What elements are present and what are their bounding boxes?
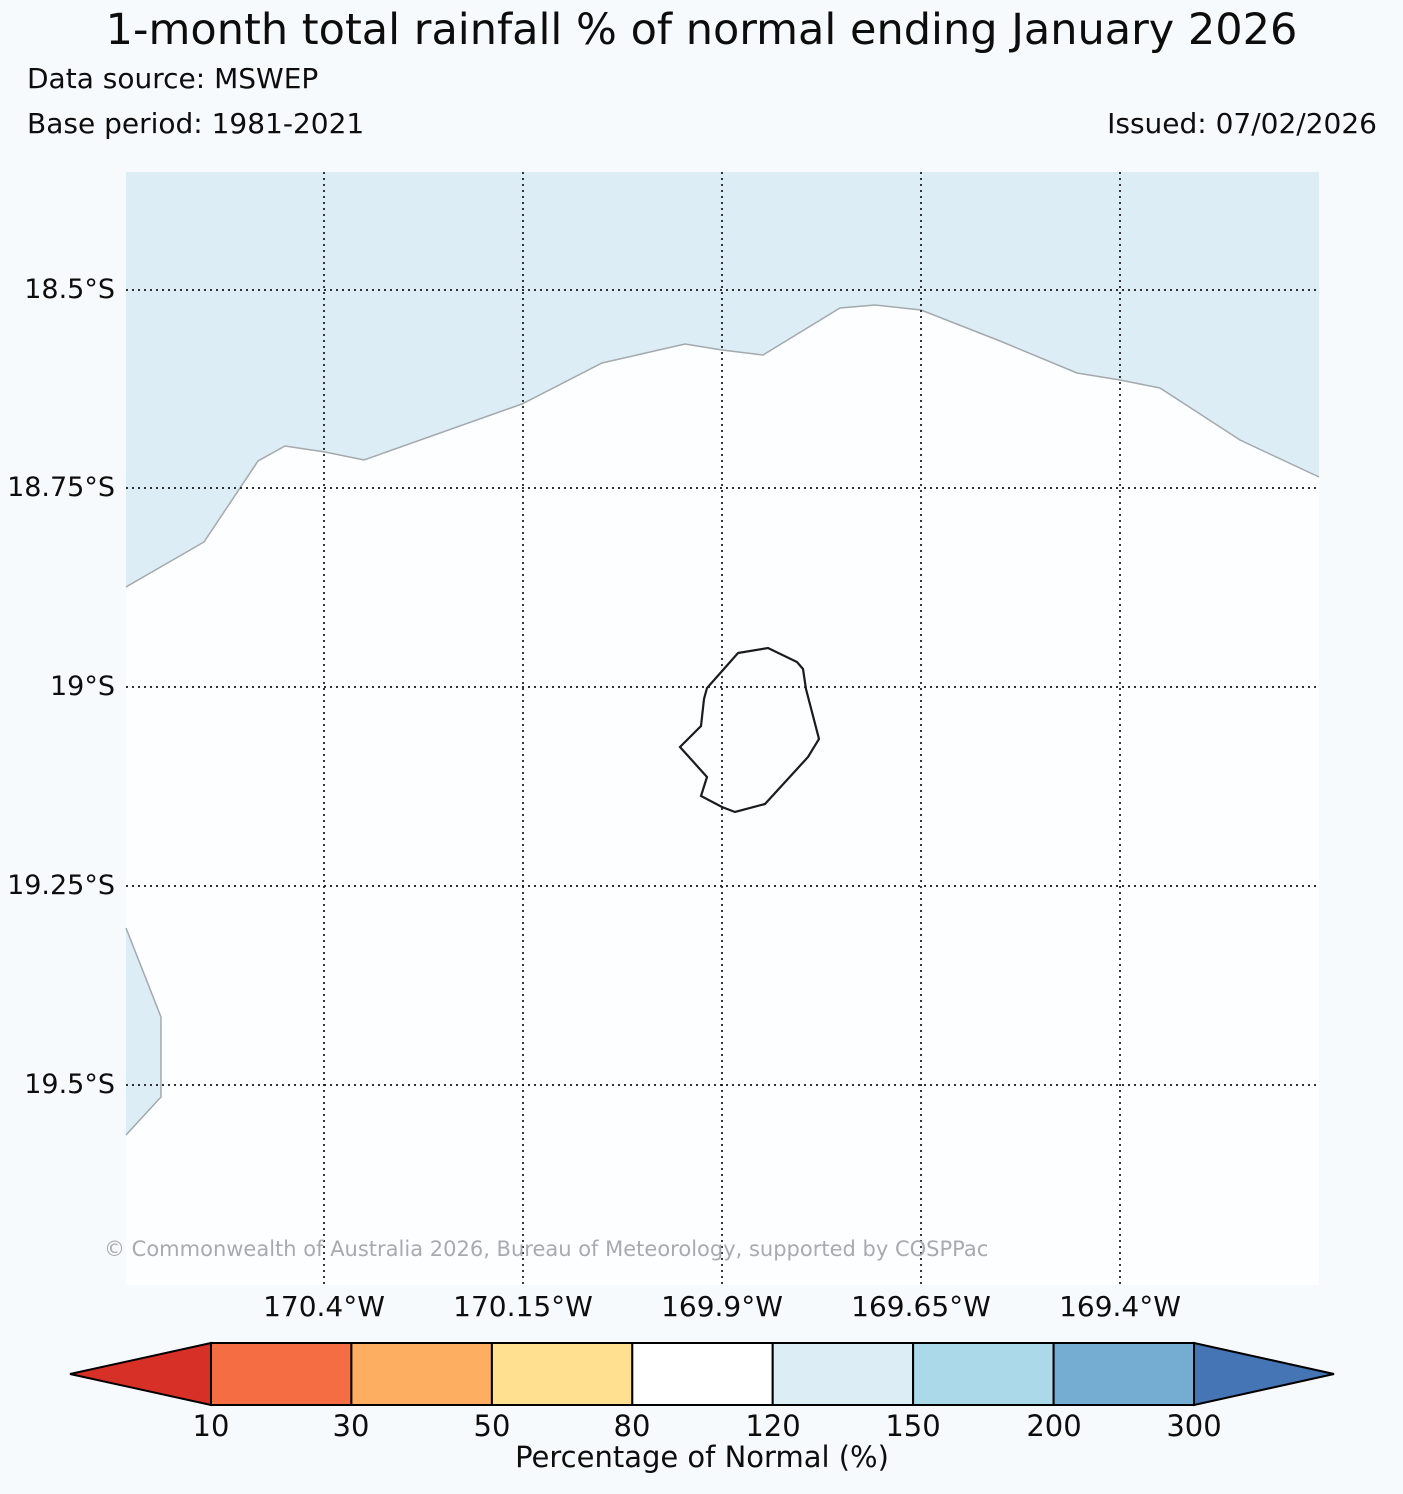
colorbar-segment-10-30 (211, 1343, 351, 1405)
colorbar-title: Percentage of Normal (%) (515, 1440, 889, 1474)
colorbar-segment-150-200 (913, 1343, 1054, 1405)
issued-date-label: Issued: 07/02/2026 (1107, 107, 1377, 140)
y-tick-18-5s: 18.5°S (24, 274, 115, 305)
colorbar-tick-120: 120 (745, 1409, 801, 1443)
x-tick-170-15w: 170.15°W (453, 1290, 593, 1323)
colorbar (70, 1343, 1334, 1405)
y-tick-19-25s: 19.25°S (7, 870, 115, 901)
colorbar-over-arrow (1194, 1343, 1334, 1405)
colorbar-segment-120-150 (773, 1343, 913, 1405)
colorbar-tick-80: 80 (613, 1409, 651, 1443)
colorbar-segment-30-50 (351, 1343, 492, 1405)
colorbar-segment-200-300 (1054, 1343, 1194, 1405)
y-tick-18-75s: 18.75°S (7, 472, 115, 503)
colorbar-tick-30: 30 (332, 1409, 370, 1443)
x-tick-169-65w: 169.65°W (851, 1290, 991, 1323)
colorbar-segment-50-80 (492, 1343, 632, 1405)
x-tick-169-9w: 169.9°W (661, 1290, 783, 1323)
data-source-label: Data source: MSWEP (27, 62, 319, 95)
colorbar-tick-200: 200 (1026, 1409, 1082, 1443)
base-period-label: Base period: 1981-2021 (27, 107, 365, 140)
x-tick-170-4w: 170.4°W (263, 1290, 385, 1323)
x-tick-169-4w: 169.4°W (1059, 1290, 1181, 1323)
copyright-note: © Commonwealth of Australia 2026, Bureau of Meteorology, supported by COSPPac (104, 1237, 989, 1261)
colorbar-tick-300: 300 (1166, 1409, 1222, 1443)
page-title: 1-month total rainfall % of normal ending January 2026 (105, 5, 1298, 55)
colorbar-tick-150: 150 (885, 1409, 941, 1443)
colorbar-tick-50: 50 (473, 1409, 511, 1443)
y-tick-19-5s: 19.5°S (24, 1069, 115, 1100)
colorbar-under-arrow (70, 1343, 211, 1405)
colorbar-segment-80-120 (632, 1343, 772, 1405)
y-tick-19s: 19°S (50, 671, 115, 702)
colorbar-tick-10: 10 (192, 1409, 230, 1443)
